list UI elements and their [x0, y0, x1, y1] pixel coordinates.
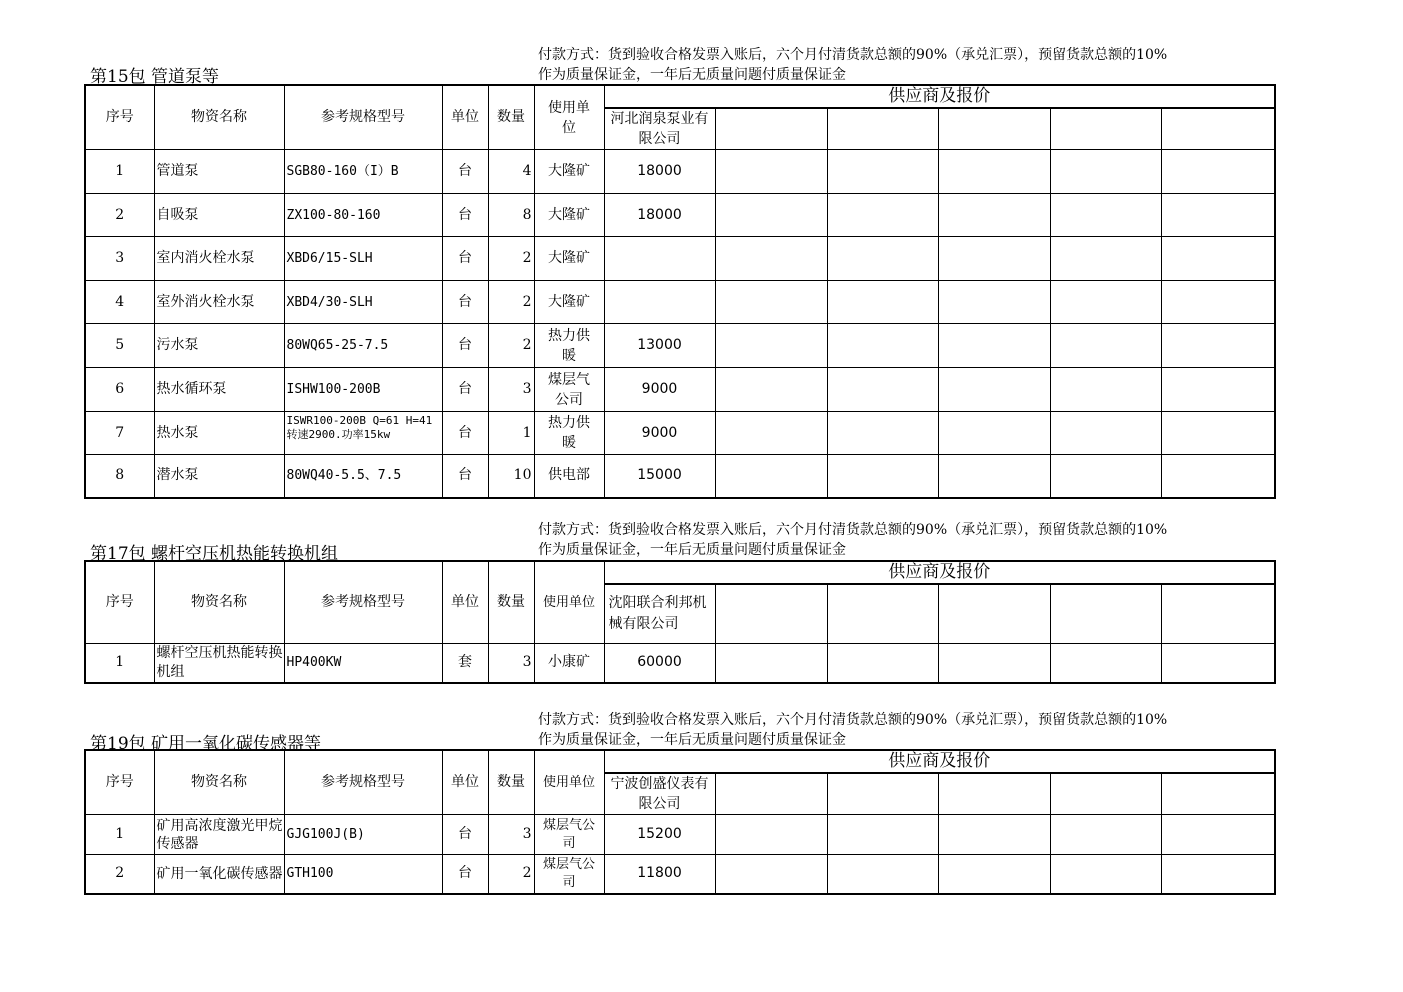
row-spec: GTH100 — [284, 855, 442, 894]
table-row — [85, 237, 1275, 281]
row-qty: 4 — [488, 150, 534, 194]
header-user: 使用单位 — [534, 561, 604, 643]
row-unit: 台 — [442, 324, 488, 368]
package-19-table — [84, 749, 1276, 895]
vendor-cell — [938, 281, 1050, 324]
header-seq: 序号 — [85, 85, 154, 150]
vendor-cell — [938, 815, 1050, 855]
header-user-text: 使用单位 — [548, 99, 590, 136]
row-seq: 8 — [85, 455, 154, 498]
row-user: 大隆矿 — [534, 237, 604, 281]
table-row — [85, 324, 1275, 368]
vendor-cell — [938, 855, 1050, 894]
row-user: 大隆矿 — [534, 281, 604, 324]
vendor-cell — [715, 150, 827, 194]
row-user-text: 热力供暖 — [548, 415, 590, 451]
row-spec: SGB80-160（I）B — [284, 150, 442, 194]
row-unit: 台 — [442, 455, 488, 498]
row-qty: 3 — [488, 368, 534, 412]
payment-line-2: 作为质量保证金，一年后无质量问题付质量保证金 — [538, 67, 846, 83]
row-seq: 4 — [85, 281, 154, 324]
header-name: 物资名称 — [154, 561, 284, 643]
row-spec: GJG100J(B) — [284, 815, 442, 855]
row-price: 11800 — [604, 855, 715, 894]
row-spec: 80WQ65-25-7.5 — [284, 324, 442, 368]
row-name: 热水泵 — [154, 412, 284, 455]
vendor-cell — [1050, 281, 1161, 324]
row-unit: 台 — [442, 150, 488, 194]
vendor-cell — [715, 773, 827, 815]
vendor-cell — [827, 455, 938, 498]
row-qty: 8 — [488, 194, 534, 237]
vendor-cell — [827, 855, 938, 894]
vendor-cell — [715, 455, 827, 498]
row-seq: 1 — [85, 643, 154, 683]
vendor-cell — [827, 237, 938, 281]
vendor-cell — [827, 368, 938, 412]
payment-line-1: 付款方式：货到验收合格发票入账后，六个月付清货款总额的90%（承兑汇票），预留货款总额的10% — [538, 47, 1168, 63]
table-row — [85, 815, 1275, 855]
vendor-cell — [938, 194, 1050, 237]
header-vendors: 供应商及报价 — [604, 750, 1275, 773]
vendor-cell — [1161, 281, 1275, 324]
row-unit: 台 — [442, 855, 488, 894]
vendor-cell — [1161, 643, 1275, 683]
row-unit: 台 — [442, 194, 488, 237]
vendor-cell — [1161, 455, 1275, 498]
table-row — [85, 643, 1275, 683]
row-user: 小康矿 — [534, 643, 604, 683]
package-15-title: 第15包 管道泵等 — [90, 67, 220, 87]
vendor-cell — [715, 194, 827, 237]
row-name: 自吸泵 — [154, 194, 284, 237]
row-price: 9000 — [604, 368, 715, 412]
header-seq: 序号 — [85, 561, 154, 643]
vendor-cell — [715, 237, 827, 281]
vendor-cell — [715, 855, 827, 894]
vendor-cell — [827, 194, 938, 237]
vendor-cell — [715, 412, 827, 455]
vendor-cell — [827, 412, 938, 455]
vendor-cell — [938, 412, 1050, 455]
table-row — [85, 194, 1275, 237]
row-spec: XBD4/30-SLH — [284, 281, 442, 324]
supplier-name: 宁波创盛仪表有限公司 — [604, 773, 715, 815]
vendor-cell — [1050, 150, 1161, 194]
vendor-cell — [715, 643, 827, 683]
vendor-cell — [1050, 237, 1161, 281]
vendor-cell — [938, 584, 1050, 643]
header-vendors: 供应商及报价 — [604, 561, 1275, 584]
row-spec: 80WQ40-5.5、7.5 — [284, 455, 442, 498]
header-qty: 数量 — [488, 85, 534, 150]
package-17-table — [84, 560, 1276, 684]
vendor-cell — [715, 815, 827, 855]
vendor-cell — [1050, 368, 1161, 412]
row-seq: 1 — [85, 150, 154, 194]
row-user: 供电部 — [534, 455, 604, 498]
header-unit: 单位 — [442, 750, 488, 815]
row-user — [534, 412, 604, 455]
row-unit: 台 — [442, 281, 488, 324]
vendor-cell — [1050, 773, 1161, 815]
vendor-cell — [1161, 150, 1275, 194]
vendor-cell — [715, 281, 827, 324]
row-qty: 2 — [488, 855, 534, 894]
vendor-cell — [827, 773, 938, 815]
row-price: 9000 — [604, 412, 715, 455]
vendor-cell — [1161, 584, 1275, 643]
row-user-text: 煤层气公司 — [542, 817, 595, 851]
payment-line-1: 付款方式：货到验收合格发票入账后，六个月付清货款总额的90%（承兑汇票），预留货款总额的10% — [538, 522, 1168, 538]
row-seq: 3 — [85, 237, 154, 281]
vendor-cell — [827, 324, 938, 368]
table-row — [85, 368, 1275, 412]
row-spec-text: ISWR100-200B Q=61 H=41 转速2900.功率15kw — [286, 414, 433, 441]
vendor-cell — [827, 584, 938, 643]
vendor-cell — [715, 108, 827, 150]
package-19-title: 第19包 矿用一氧化碳传感器等 — [90, 734, 322, 754]
row-unit: 台 — [442, 412, 488, 455]
row-user: 大隆矿 — [534, 150, 604, 194]
row-user: 大隆矿 — [534, 194, 604, 237]
supplier-name: 沈阳联合利邦机械有限公司 — [604, 584, 715, 643]
header-qty: 数量 — [488, 561, 534, 643]
row-qty: 3 — [488, 643, 534, 683]
row-spec: HP400KW — [284, 643, 442, 683]
row-name: 螺杆空压机热能转换机组 — [154, 643, 284, 683]
vendor-cell — [1161, 237, 1275, 281]
row-qty: 2 — [488, 324, 534, 368]
vendor-cell — [938, 773, 1050, 815]
row-spec: ISHW100-200B — [284, 368, 442, 412]
row-price: 13000 — [604, 324, 715, 368]
row-name: 矿用一氧化碳传感器 — [154, 855, 284, 894]
row-price: 18000 — [604, 194, 715, 237]
vendor-cell — [1161, 194, 1275, 237]
row-user-text: 热力供暖 — [548, 327, 590, 364]
row-user — [534, 368, 604, 412]
row-seq: 6 — [85, 368, 154, 412]
row-user — [534, 815, 604, 855]
vendor-cell — [715, 324, 827, 368]
row-name: 室外消火栓水泵 — [154, 281, 284, 324]
vendor-cell — [1050, 815, 1161, 855]
vendor-cell — [1161, 108, 1275, 150]
row-qty: 2 — [488, 237, 534, 281]
vendor-cell — [1050, 855, 1161, 894]
row-seq: 2 — [85, 194, 154, 237]
table-row — [85, 855, 1275, 894]
row-name: 热水循环泵 — [154, 368, 284, 412]
row-seq: 7 — [85, 412, 154, 455]
table-row — [85, 412, 1275, 455]
vendor-cell — [938, 455, 1050, 498]
row-name: 潜水泵 — [154, 455, 284, 498]
row-qty: 1 — [488, 412, 534, 455]
package-15-table — [84, 84, 1276, 499]
row-price: 15200 — [604, 815, 715, 855]
vendor-cell — [1050, 324, 1161, 368]
vendor-cell — [715, 584, 827, 643]
row-user-text: 煤层气公司 — [548, 371, 590, 408]
vendor-cell — [827, 281, 938, 324]
header-name: 物资名称 — [154, 85, 284, 150]
row-seq: 1 — [85, 815, 154, 855]
vendor-cell — [1050, 455, 1161, 498]
header-spec: 参考规格型号 — [284, 750, 442, 815]
vendor-cell — [938, 324, 1050, 368]
row-price — [604, 237, 715, 281]
vendor-cell — [1050, 412, 1161, 455]
row-qty: 10 — [488, 455, 534, 498]
header-seq: 序号 — [85, 750, 154, 815]
row-qty: 3 — [488, 815, 534, 855]
vendor-cell — [1050, 643, 1161, 683]
payment-line-1: 付款方式：货到验收合格发票入账后，六个月付清货款总额的90%（承兑汇票），预留货款总额的10% — [538, 712, 1168, 728]
row-qty: 2 — [488, 281, 534, 324]
row-unit: 台 — [442, 368, 488, 412]
payment-line-2: 作为质量保证金，一年后无质量问题付质量保证金 — [538, 732, 846, 748]
header-vendors: 供应商及报价 — [604, 85, 1275, 108]
header-unit: 单位 — [442, 85, 488, 150]
vendor-cell — [827, 108, 938, 150]
vendor-cell — [827, 643, 938, 683]
table-row — [85, 281, 1275, 324]
vendor-cell — [1050, 108, 1161, 150]
header-unit: 单位 — [442, 561, 488, 643]
header-qty: 数量 — [488, 750, 534, 815]
vendor-cell — [1161, 815, 1275, 855]
vendor-cell — [938, 643, 1050, 683]
row-price: 60000 — [604, 643, 715, 683]
row-spec: XBD6/15-SLH — [284, 237, 442, 281]
payment-line-2: 作为质量保证金，一年后无质量问题付质量保证金 — [538, 542, 846, 558]
row-price — [604, 281, 715, 324]
table-row — [85, 150, 1275, 194]
vendor-cell — [1050, 194, 1161, 237]
payment-terms — [538, 710, 1278, 750]
row-unit: 套 — [442, 643, 488, 683]
vendor-cell — [938, 150, 1050, 194]
row-spec — [284, 412, 442, 455]
row-seq: 5 — [85, 324, 154, 368]
header-user — [534, 85, 604, 150]
payment-terms — [538, 520, 1278, 560]
row-user — [534, 324, 604, 368]
vendor-cell — [1161, 773, 1275, 815]
vendor-cell — [1050, 584, 1161, 643]
vendor-cell — [1161, 855, 1275, 894]
vendor-cell — [1161, 324, 1275, 368]
vendor-cell — [1161, 412, 1275, 455]
row-price: 18000 — [604, 150, 715, 194]
row-unit: 台 — [442, 237, 488, 281]
row-unit: 台 — [442, 815, 488, 855]
header-user: 使用单位 — [534, 750, 604, 815]
row-name: 室内消火栓水泵 — [154, 237, 284, 281]
row-user — [534, 855, 604, 894]
vendor-cell — [938, 237, 1050, 281]
supplier-name: 河北润泉泵业有限公司 — [604, 108, 715, 150]
vendor-cell — [938, 368, 1050, 412]
header-name: 物资名称 — [154, 750, 284, 815]
row-name: 污水泵 — [154, 324, 284, 368]
vendor-cell — [827, 150, 938, 194]
header-spec: 参考规格型号 — [284, 561, 442, 643]
row-name: 矿用高浓度激光甲烷传感器 — [154, 815, 284, 855]
table-row — [85, 455, 1275, 498]
vendor-cell — [1161, 368, 1275, 412]
package-17-title: 第17包 螺杆空压机热能转换机组 — [90, 544, 339, 564]
row-spec: ZX100-80-160 — [284, 194, 442, 237]
payment-terms — [538, 45, 1278, 85]
row-price: 15000 — [604, 455, 715, 498]
vendor-cell — [827, 815, 938, 855]
row-user-text: 煤层气公司 — [542, 856, 595, 890]
header-spec: 参考规格型号 — [284, 85, 442, 150]
row-seq: 2 — [85, 855, 154, 894]
row-name: 管道泵 — [154, 150, 284, 194]
vendor-cell — [715, 368, 827, 412]
vendor-cell — [938, 108, 1050, 150]
